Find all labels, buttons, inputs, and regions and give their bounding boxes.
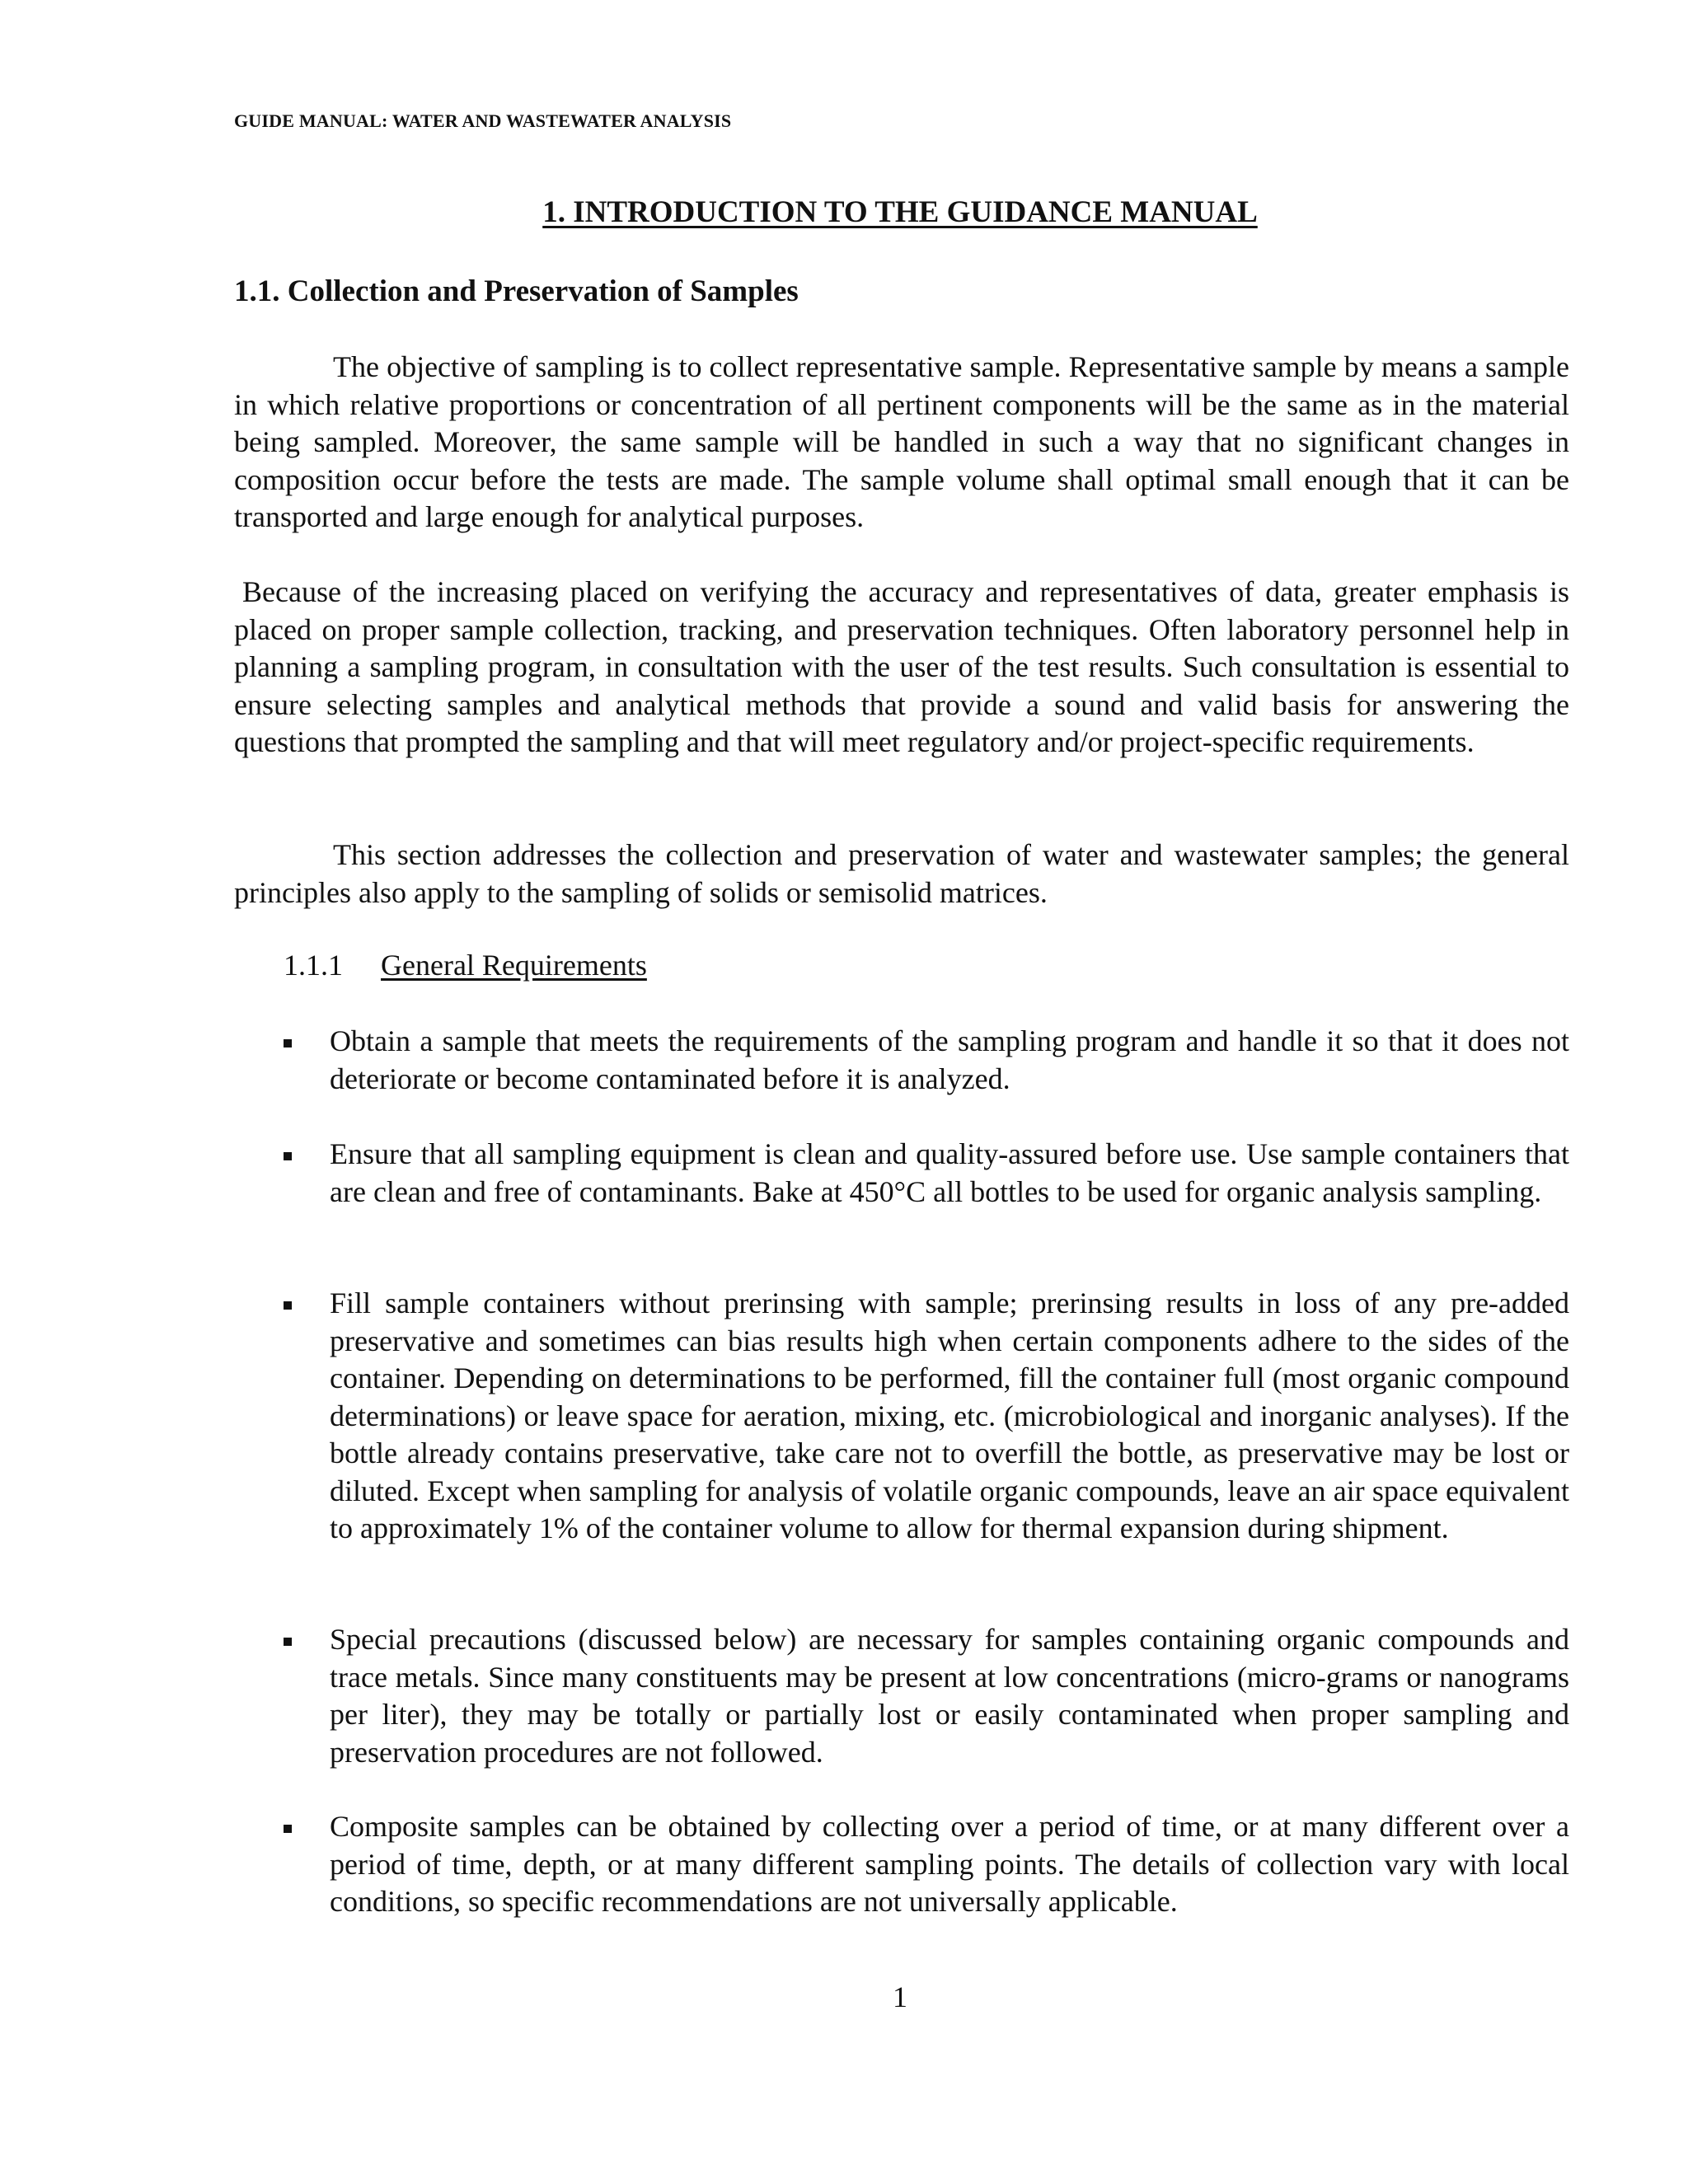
list-item-text: Fill sample containers without prerinsing with sample; prerinsing results in loss of any pre-added preservative and sometimes can bias results high when certain components adhere to the sides of the container. Depending on determinations to be performed, fill the container full (most organic compound determinations) or leave space for aeration, mixing, etc. (microbiological and inorganic analyses). If the bottle already contains preservative, take care not to overfill the bottle, as preservative may be lost or diluted. Except when sampling for analysis of volatile organic compounds, leave an air space equivalent to approximately 1% of the container volume to allow for thermal expansion during shipment. <box>330 1286 1569 1544</box>
paragraph-scope: This section addresses the collection and preservation of water and wastewater samples; the general principles also apply to the sampling of solids or semisolid matrices. <box>234 838 1569 909</box>
paragraph-objective: The objective of sampling is to collect representative sample. Representative sample by means a sample in which relative proportions or concentration of all pertinent components will be the same as in the material being sampled. Moreover, the same sample will be handled in such a way that no significant changes in composition occur before the tests are made. The sample volume shall optimal small enough that it can be transported and large enough for analytical purposes. <box>234 350 1569 533</box>
list-item <box>284 1136 1569 1211</box>
list-item-text: Composite samples can be obtained by collecting over a period of time, or at many different over a period of time, depth, or at many different sampling points. The details of collection vary with local conditions, so specific recommendations are not universally applicable. <box>330 1810 1569 1918</box>
subsection-number: 1.1.1 <box>284 949 343 982</box>
list-item-text: Ensure that all sampling equipment is clean and quality-assured before use. Use sample containers that are clean and free of contaminants. Bake at 450°C all bottles to be used for organic analysis sampling. <box>330 1137 1569 1208</box>
list-item <box>284 1023 1569 1098</box>
running-header: GUIDE MANUAL: WATER AND WASTEWATER ANALYSIS <box>234 110 732 131</box>
subsection-heading <box>284 948 647 982</box>
section-heading: 1.1. Collection and Preservation of Samples <box>234 274 799 308</box>
list-item-text: Special precautions (discussed below) are necessary for samples containing organic compounds and trace metals. Since many constituents may be present at low concentrations (micro-grams or nanograms per liter), they may be totally or partially lost or easily contaminated when proper sampling and preservation procedures are not followed. <box>330 1623 1569 1769</box>
paragraph-emphasis: Because of the increasing placed on verifying the accuracy and representatives of data, greater emphasis is placed on proper sample collection, tracking, and preservation techniques. Often laboratory personnel help in planning a sampling program, in consultation with the user of the test results. Such consultation is essential to ensure selecting samples and analytical methods that provide a sound and valid basis for answering the questions that prompted the sampling and that will meet regulatory and/or project-specific requirements. <box>234 575 1569 758</box>
square-bullet-icon <box>284 1825 292 1833</box>
list-item <box>284 1285 1569 1548</box>
page-number: 1 <box>893 1980 907 2013</box>
chapter-title: 1. INTRODUCTION TO THE GUIDANCE MANUAL <box>542 195 1258 229</box>
list-item <box>284 1808 1569 1921</box>
square-bullet-icon <box>284 1152 292 1160</box>
list-item-text: Obtain a sample that meets the requirements of the sampling program and handle it so that it does not deteriorate or become contaminated before it is analyzed. <box>330 1024 1569 1095</box>
square-bullet-icon <box>284 1039 292 1047</box>
square-bullet-icon <box>284 1638 292 1646</box>
list-item <box>284 1621 1569 1771</box>
subsection-title: General Requirements <box>381 949 647 982</box>
square-bullet-icon <box>284 1301 292 1310</box>
